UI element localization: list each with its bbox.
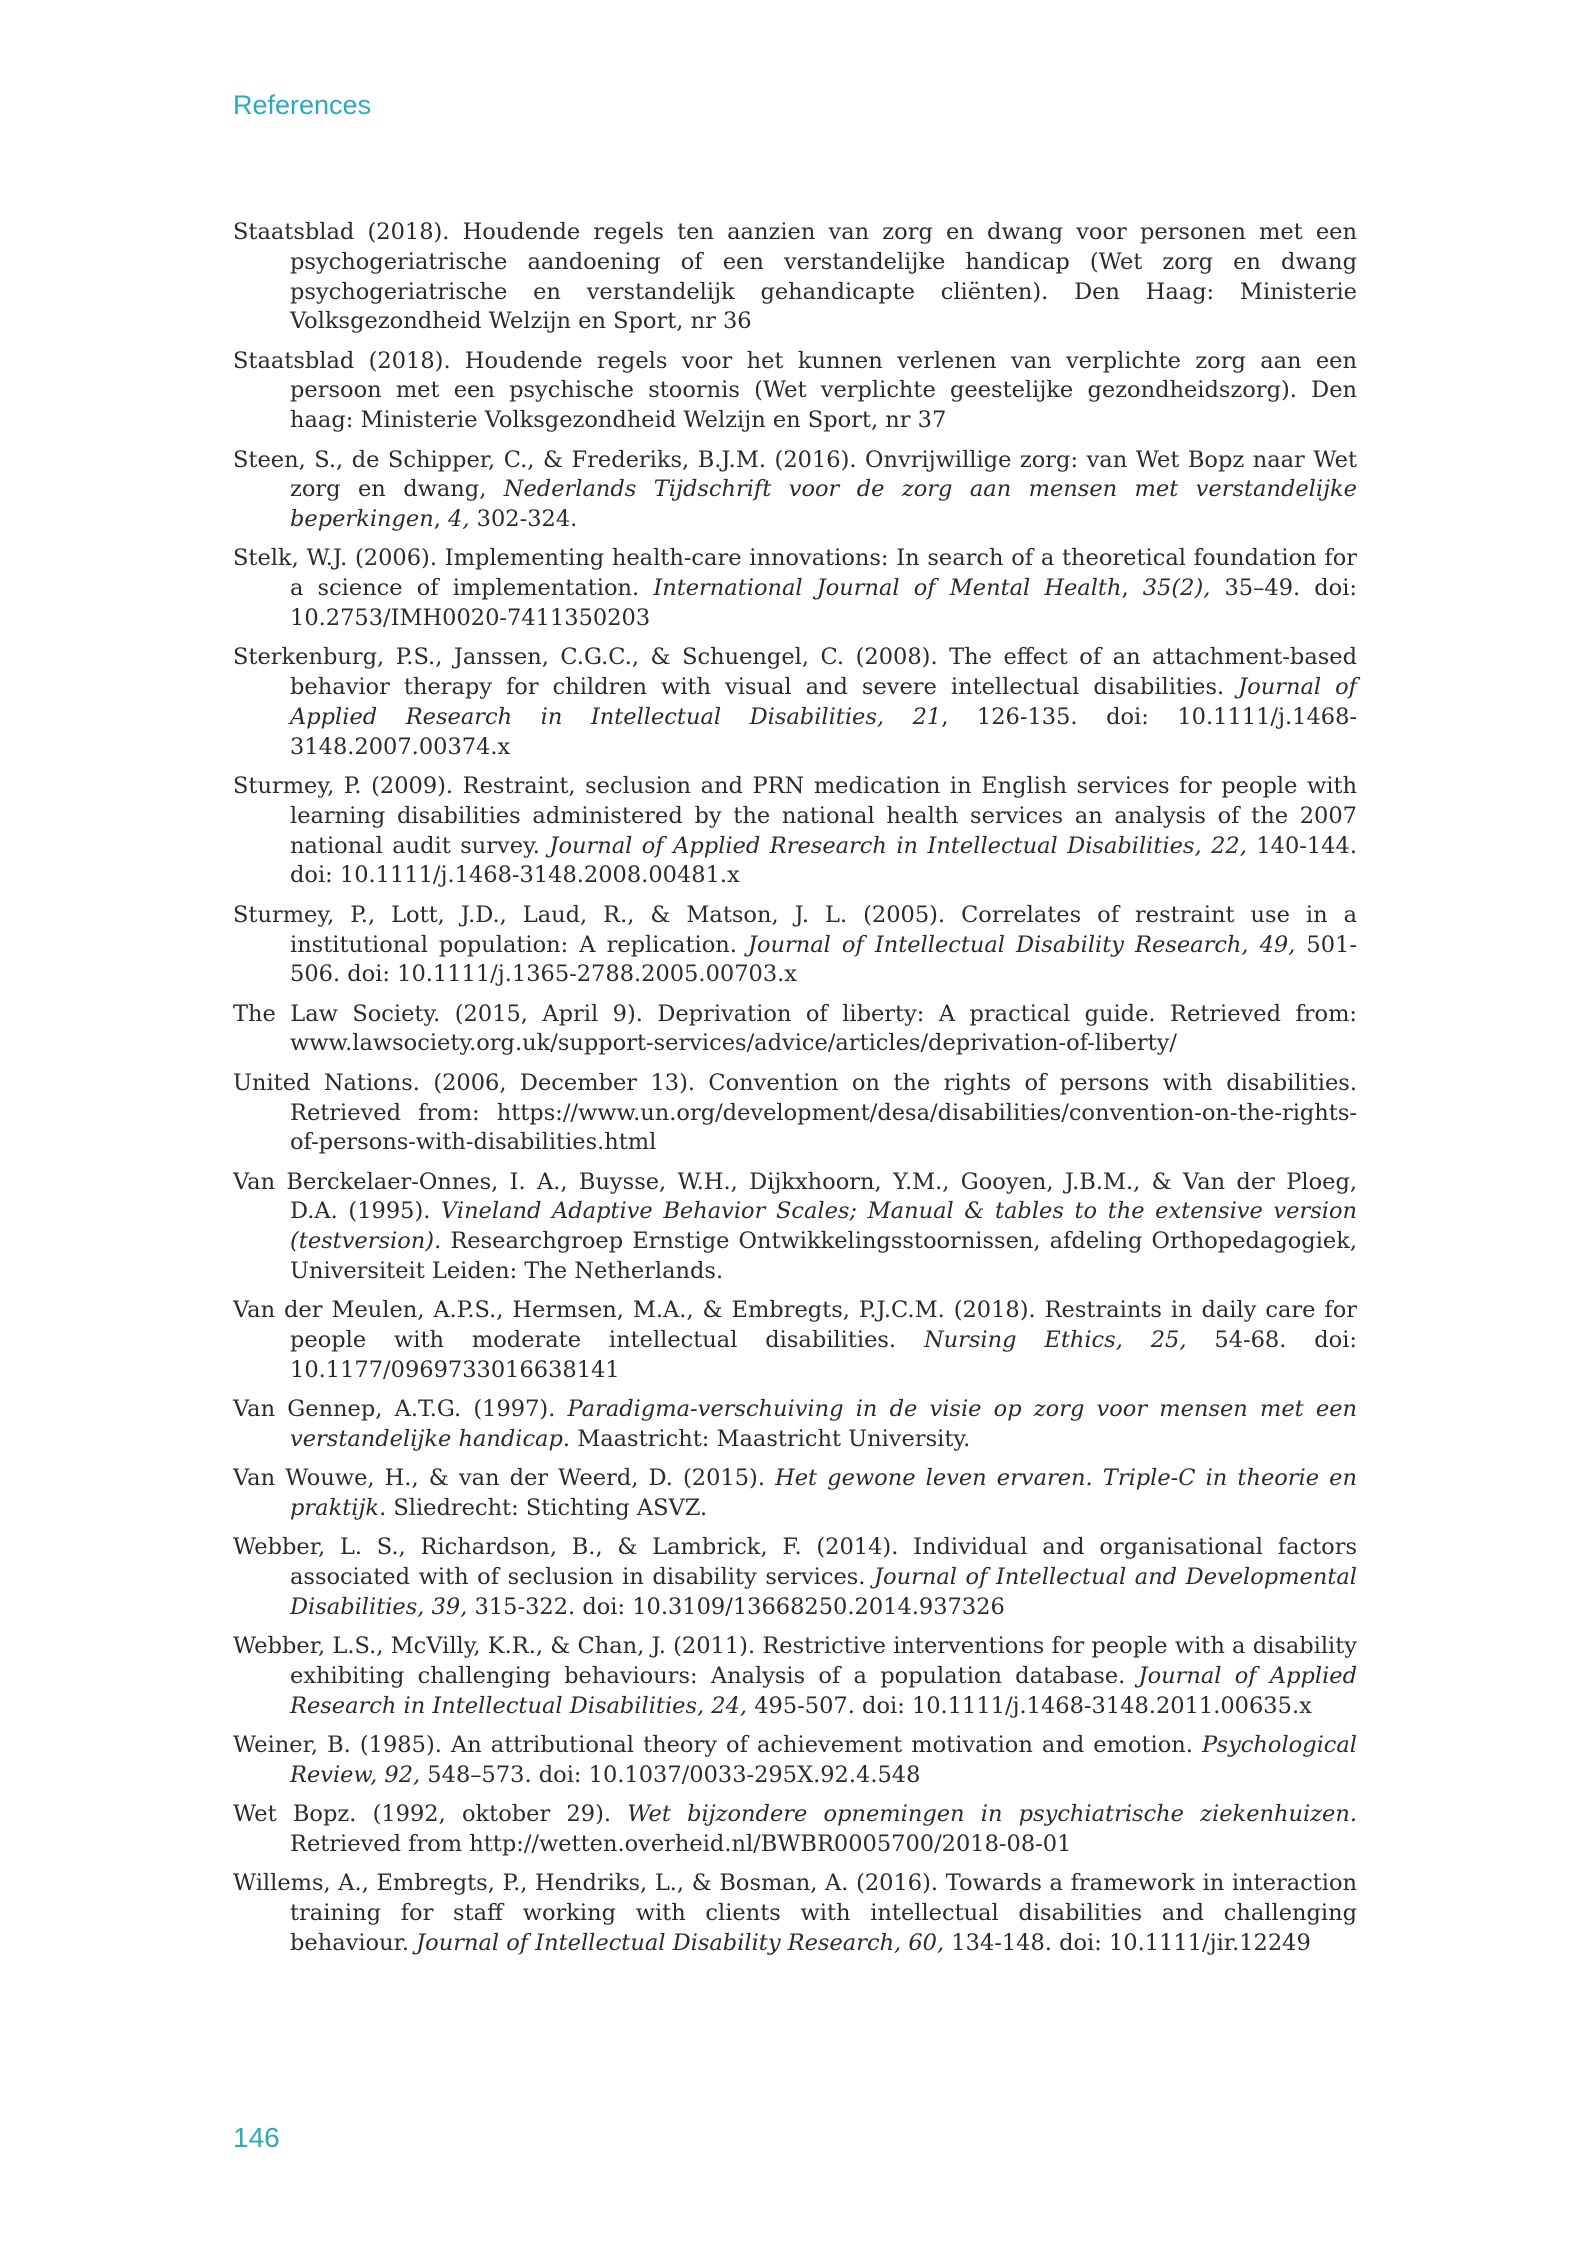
reference-entry xyxy=(233,901,1357,990)
reference-text: Sterkenburg, P.S., Janssen, C.G.C., & Schuengel, C. (2008). The effect of an attachment-based behavior therapy for children with visual and severe intellectual disabilities. xyxy=(233,644,1357,701)
reference-text: Wet Bopz. (1992, oktober 29). xyxy=(233,1801,628,1828)
reference-text: United Nations. (2006, December 13). Convention on the rights of persons with disabilities. Retrieved from: https://www.un.org/development/desa/disabilities/convention-on-the-rights-of-persons-with-disabilities.html xyxy=(233,1069,1357,1156)
section-header: References xyxy=(233,90,372,120)
reference-text: The Law Society. (2015, April 9). Deprivation of liberty: A practical guide. Retrieved from: www.lawsociety.org.uk/support-services/advice/articles/deprivation-of-liberty/ xyxy=(233,1000,1357,1057)
reference-entry xyxy=(233,643,1357,762)
reference-entry xyxy=(233,1731,1357,1791)
reference-text: 54-68. doi: 10.1177/0969733016638141 xyxy=(290,1327,1357,1383)
reference-text: 315-322. doi: 10.3109/13668250.2014.937326 xyxy=(467,1593,1005,1620)
reference-text: 302-324. xyxy=(469,506,578,533)
reference-italic-text: Journal of Intellectual Disability Research, 49, xyxy=(747,931,1296,958)
reference-entry xyxy=(233,1296,1357,1385)
reference-entry xyxy=(233,1800,1357,1860)
reference-text: Staatsblad (2018). Houdende regels ten aanzien van zorg en dwang voor personen met een psychogeriatrische aandoening of een verstandelijke handicap (Wet zorg en dwang psychogeriatrische en verstandelijk gehandicapte cliënten). Den Haag: Ministerie Volksgezondheid Welzijn en Sport, nr 36 xyxy=(233,219,1357,335)
reference-entry xyxy=(233,218,1357,337)
reference-entry xyxy=(233,1533,1357,1622)
reference-text: 134-148. doi: 10.1111/jir.12249 xyxy=(944,1929,1311,1956)
reference-entry xyxy=(233,347,1357,436)
reference-text: 495-507. doi: 10.1111/j.1468-3148.2011.00635.x xyxy=(747,1692,1312,1719)
reference-text: Staatsblad (2018). Houdende regels voor het kunnen verlenen van verplichte zorg aan een persoon met een psychische stoornis (Wet verplichte geestelijke gezondheidszorg). Den haag: Ministerie Volksgezondheid Welzijn en Sport, nr 37 xyxy=(233,347,1357,434)
reference-text: , 126-135. doi: 10.1111/j.1468-3148.2007.00374.x xyxy=(290,703,1357,760)
reference-entry xyxy=(233,1395,1357,1455)
reference-entry xyxy=(233,772,1357,891)
reference-text: Sturmey, P., Lott, J.D., Laud, R., & Matson, J. L. (2005). Correlates of restraint use in a institutional population: A replication. xyxy=(233,901,1357,958)
reference-text: Willems, A., Embregts, P., Hendriks, L., & Bosman, A. (2016). Towards a framework in interaction training for staff working with clients with intellectual disabilities and challenging behaviour. xyxy=(233,1870,1357,1956)
reference-italic-text: Journal of Intellectual Disability Research, 60, xyxy=(416,1929,945,1956)
reference-italic-text: Journal of Applied Rresearch in Intellectual Disabilities, 22, xyxy=(549,832,1247,859)
reference-text: Weiner, B. (1985). An attributional theory of achievement motivation and emotion. xyxy=(233,1732,1203,1759)
reference-italic-text: 35(2), xyxy=(1142,575,1211,602)
reference-entry xyxy=(233,1168,1357,1287)
reference-italic-text: Journal of Applied Research in Intellectual Disabilities, 21 xyxy=(290,674,1357,730)
reference-italic-text: Psychological Review, 92, xyxy=(290,1732,1357,1788)
reference-text: Sturmey, P. (2009). Restraint, seclusion and PRN medication in English services for people with learning disabilities administered by the national health services an analysis of the 2007 national audit survey. xyxy=(233,773,1357,859)
reference-text: Van Wouwe, H., & van der Weerd, D. (2015). xyxy=(233,1465,776,1492)
reference-text: Van der Meulen, A.P.S., Hermsen, M.A., & Embregts, P.J.C.M. (2018). Restraints in daily care for people with moderate intellectual disabilities. xyxy=(233,1297,1357,1354)
reference-italic-text: Nursing Ethics, 25, xyxy=(923,1327,1187,1354)
reference-text: Webber, L.S., McVilly, K.R., & Chan, J. (2011). Restrictive interventions for people with a disability exhibiting challenging behaviours: Analysis of a population database. xyxy=(233,1633,1357,1690)
reference-entry xyxy=(233,544,1357,633)
reference-text: Steen, S., de Schipper, C., & Frederiks, B.J.M. (2016). Onvrijwillige zorg: van Wet Bopz naar Wet zorg en dwang, xyxy=(233,446,1357,503)
reference-text: 548–573. doi: 10.1037/0033-295X.92.4.548 xyxy=(420,1761,921,1788)
reference-text: 501-506. doi: 10.1111/j.1365-2788.2005.00703.x xyxy=(290,931,1357,988)
reference-text: , xyxy=(433,506,449,533)
reference-entry xyxy=(233,1069,1357,1158)
reference-text: . Sliedrecht: Stichting ASVZ. xyxy=(379,1495,708,1522)
reference-italic-text: International Journal of Mental Health xyxy=(653,575,1122,602)
reference-entry xyxy=(233,446,1357,535)
reference-italic-text: Het gewone leven ervaren. Triple-C in theorie en praktijk xyxy=(290,1465,1357,1522)
reference-italic-text: Journal of Applied Research in Intellectual Disabilities, 24, xyxy=(290,1663,1357,1719)
reference-italic-text: Journal of Intellectual and Developmental Disabilities, 39, xyxy=(290,1564,1357,1620)
page-number: 146 xyxy=(233,2122,280,2153)
reference-text: Van Berckelaer-Onnes, I. A., Buysse, W.H., Dijkxhoorn, Y.M., Gooyen, J.B.M., & Van der Ploeg, D.A. (1995). xyxy=(233,1168,1357,1225)
reference-text: Stelk, W.J. (2006). Implementing health-care innovations: In search of a theoretical foundation for a science of implementation. xyxy=(233,545,1357,602)
reference-text: . Maastricht: Maastricht University. xyxy=(562,1425,971,1452)
reference-text: 35–49. doi: 10.2753/IMH0020-7411350203 xyxy=(290,575,1357,632)
reference-text: Van Gennep, A.T.G. (1997). xyxy=(233,1396,568,1423)
reference-entry xyxy=(233,1464,1357,1524)
reference-text: , xyxy=(1121,575,1143,602)
reference-italic-text: Vineland Adaptive Behavior Scales; Manual & tables to the extensive version (testversion). xyxy=(290,1198,1357,1255)
reference-text: Webber, L. S., Richardson, B., & Lambrick, F. (2014). Individual and organisational factors associated with of seclusion in disability services. xyxy=(233,1534,1357,1591)
reference-list xyxy=(233,218,1357,1968)
reference-italic-text: Nederlands Tijdschrift voor de zorg aan mensen met verstandelijke beperkingen xyxy=(290,476,1357,533)
reference-entry xyxy=(233,1869,1357,1958)
reference-italic-text: Paradigma-verschuiving in de visie op zorg voor mensen met een verstandelijke handicap xyxy=(290,1396,1357,1452)
reference-italic-text: 4, xyxy=(448,506,470,533)
reference-entry xyxy=(233,1000,1357,1060)
reference-entry xyxy=(233,1632,1357,1721)
reference-text: Retrieved from http://wetten.overheid.nl/BWBR0005700/2018-08-01 xyxy=(290,1831,1072,1858)
reference-text: 140-144. doi: 10.1111/j.1468-3148.2008.00481.x xyxy=(290,832,1357,889)
reference-italic-text: Wet bijzondere opnemingen in psychiatrische ziekenhuizen. xyxy=(627,1801,1357,1828)
reference-text: Researchgroep Ernstige Ontwikkelingsstoornissen, afdeling Orthopedagogiek, Universiteit Leiden: The Netherlands. xyxy=(290,1228,1357,1284)
